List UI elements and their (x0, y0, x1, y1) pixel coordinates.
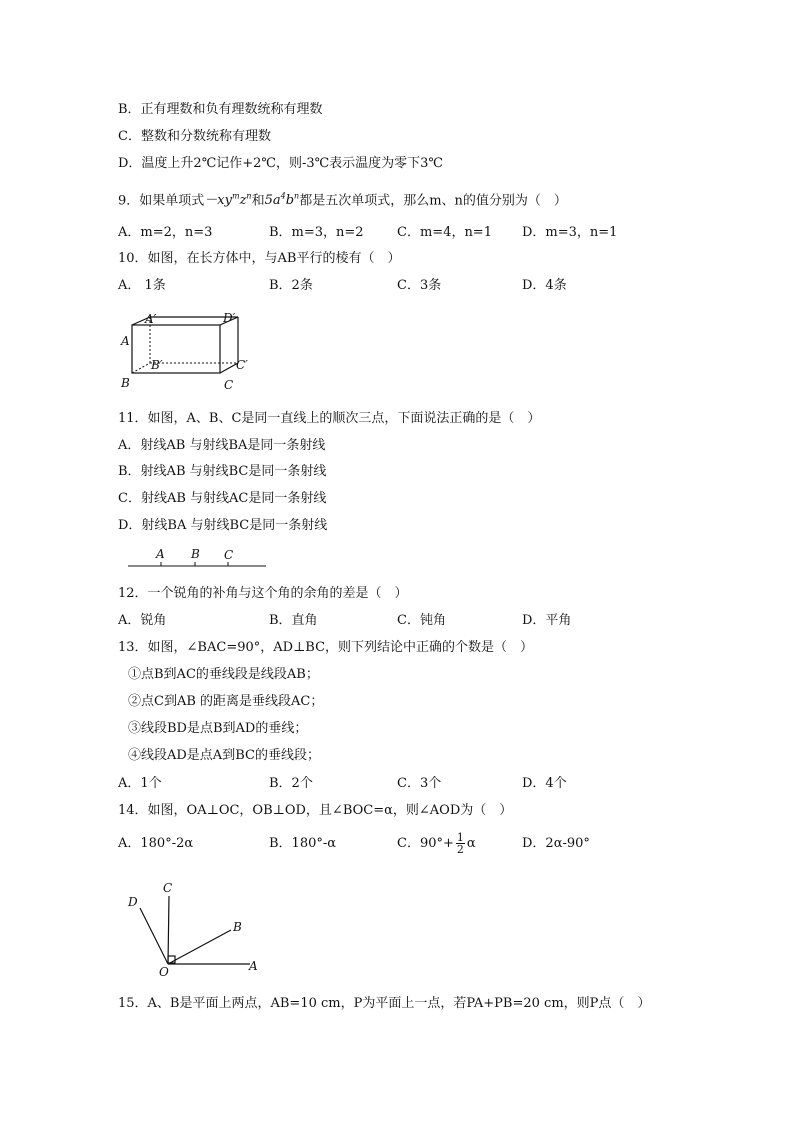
q12-option-c: C．钝角 (397, 613, 446, 628)
point-label-b: B (191, 547, 200, 561)
q9-option-b: B．m=3，n=2 (269, 225, 364, 240)
fraction-numerator: 1 (456, 831, 464, 844)
q9-stem-pre: 9．如果单项式 (118, 193, 205, 209)
q11-stem: 11．如图，A、B、C是同一直线上的顺次三点，下面说法正确的是（ ） (118, 411, 541, 426)
q8-option-b: B．正有理数和负有理数统称有理数 (118, 102, 323, 117)
point-label-a: A (156, 547, 165, 561)
ray-od (140, 908, 168, 964)
label-a-prime: A′ (145, 312, 157, 326)
cuboid-hidden-bb1 (132, 363, 150, 373)
q14-option-c-post: α (466, 836, 476, 851)
q11-option-a: A．射线AB 与射线BA是同一条射线 (118, 438, 326, 453)
q9-m1-z: z (239, 193, 247, 209)
ray-ob (168, 930, 231, 964)
label-b: B (121, 376, 130, 390)
q13-item-4: ④线段AD是点A到BC的垂线段； (128, 748, 320, 763)
q9-option-d: D．m=3，n=1 (522, 225, 618, 240)
q10-option-d: D．4条 (522, 278, 567, 293)
label-b-prime: B′ (151, 358, 163, 372)
q9-stem-post: 都是五次单项式，那么m、n的值分别为（ ） (299, 193, 567, 209)
q12-stem: 12．一个锐角的补角与这个角的余角的差是（ ） (118, 586, 408, 601)
q9-m2-exp4: 4 (280, 192, 286, 201)
q10-option-c: C．3条 (397, 278, 442, 293)
q9-m2-exp-n: n (294, 192, 300, 201)
cuboid-figure (112, 305, 262, 397)
q9-monomial-2 (265, 193, 300, 208)
angle-figure (116, 878, 266, 980)
q11-option-c: C．射线AB 与射线AC是同一条射线 (118, 491, 327, 506)
label-c: C (224, 378, 234, 392)
angle-label-a: A (249, 959, 258, 973)
cuboid-front-face (132, 325, 220, 373)
q11-option-d: D．射线BA 与射线BC是同一条射线 (118, 518, 328, 533)
q14-option-c (397, 829, 476, 859)
q9-option-c: C．m=4，n=1 (397, 225, 492, 240)
q10-option-b: B．2条 (269, 278, 313, 293)
angle-label-b: B (233, 920, 242, 934)
q15-stem: 15．A、B是平面上两点，AB=10 cm，P为平面上一点，若PA+PB=20 cm，则P点（ ） (118, 996, 651, 1011)
q14-stem: 14．如图，OA⊥OC，OB⊥OD，且∠BOC=α，则∠AOD为（ ） (118, 803, 513, 818)
q12-option-d: D．平角 (522, 613, 572, 628)
label-d-prime: D′ (223, 311, 236, 325)
q14-option-d: D．2α-90° (522, 836, 590, 851)
q12-option-b: B．直角 (269, 613, 318, 628)
q13-option-a: A．1个 (118, 776, 162, 791)
q13-item-2: ②点C到AB 的距离是垂线段AC； (128, 694, 324, 709)
q13-option-b: B．2个 (269, 776, 313, 791)
q9-option-a: A．m=2，n=3 (118, 225, 213, 240)
q9-m2-base: 5a (264, 193, 281, 209)
angle-label-c: C (163, 881, 173, 895)
label-c-prime: C′ (236, 358, 248, 372)
q10-stem: 10．如图，在长方体中，与AB平行的棱有（ ） (118, 251, 401, 266)
q14-option-c-fraction (456, 832, 465, 855)
q10-option-a: A． 1条 (118, 278, 166, 293)
q13-option-d: D．4个 (522, 776, 567, 791)
q14-option-b: B．180°-α (269, 836, 337, 851)
q13-stem: 13．如图，∠BAC=90°，AD⊥BC，则下列结论中正确的个数是（ ） (118, 640, 534, 655)
ray-oc (168, 896, 169, 964)
point-label-c: C (224, 548, 234, 562)
q9-m1-exp-m: m (231, 192, 240, 201)
q11-option-b: B．射线AB 与射线BC是同一条射线 (118, 464, 327, 479)
q12-option-a: A．锐角 (118, 613, 167, 628)
q9-stem (118, 188, 567, 210)
q14-option-a: A．180°-2α (118, 836, 194, 851)
q13-item-1: ①点B到AC的垂线段是线段AB； (128, 667, 319, 682)
label-a: A (121, 334, 130, 348)
q9-m2-b: b (285, 193, 295, 209)
line-points-figure (124, 542, 274, 572)
q14-option-c-pre: C．90°+ (397, 836, 454, 851)
fraction-denominator: 2 (456, 843, 464, 856)
angle-label-o: O (159, 965, 169, 979)
q8-option-d: D．温度上升2℃记作+2℃，则-3℃表示温度为零下3℃ (118, 156, 443, 171)
q9-stem-mid: 和 (251, 193, 265, 209)
q9-m1-exp-n: n (246, 192, 252, 201)
q9-monomial-1 (204, 193, 251, 208)
q13-option-c: C．3个 (397, 776, 442, 791)
q9-m1-base: －xy (204, 193, 232, 209)
angle-label-d: D (128, 895, 138, 909)
q8-option-c: C．整数和分数统称有理数 (118, 129, 271, 144)
q13-item-3: ③线段BD是点B到AD的垂线； (128, 721, 308, 736)
